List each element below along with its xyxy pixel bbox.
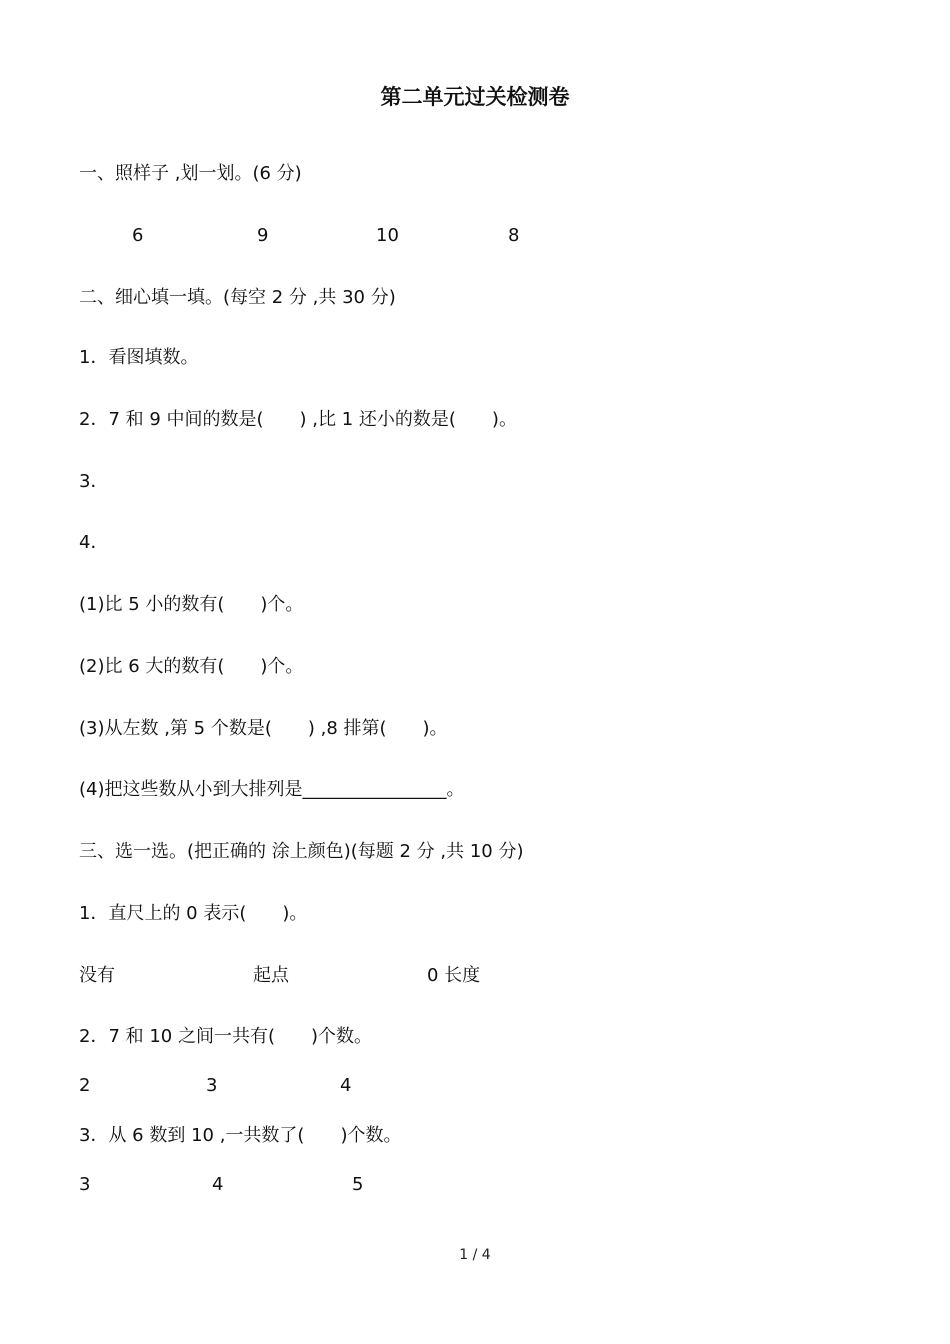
section1-number: 8	[508, 225, 520, 246]
option-3-1-c: 0 长度	[427, 965, 481, 986]
question-3-2: 2．7 和 10 之间一共有( )个数。	[79, 1026, 373, 1047]
question-2-4-1: (1)比 5 小的数有( )个。	[79, 594, 304, 615]
option-3-2-b: 3	[206, 1075, 218, 1096]
section1-number: 10	[376, 225, 399, 246]
option-3-2-a: 2	[79, 1075, 91, 1096]
option-3-3-b: 4	[212, 1174, 224, 1195]
section2-heading: 二、细心填一填。(每空 2 分 ,共 30 分)	[79, 287, 396, 308]
option-3-3-c: 5	[352, 1174, 364, 1195]
question-2-4-4: (4)把这些数从小到大排列是________________。	[79, 779, 465, 800]
section3-heading: 三、选一选。(把正确的 涂上颜色)(每题 2 分 ,共 10 分)	[79, 841, 524, 862]
question-2-4-3: (3)从左数 ,第 5 个数是( ) ,8 排第( )。	[79, 718, 448, 739]
section1-number: 9	[257, 225, 269, 246]
section1-number: 6	[132, 225, 144, 246]
question-3-1: 1．直尺上的 0 表示( )。	[79, 903, 308, 924]
question-2-4-2: (2)比 6 大的数有( )个。	[79, 656, 304, 677]
option-3-1-a: 没有	[79, 965, 115, 986]
section1-heading: 一、照样子 ,划一划。(6 分)	[79, 163, 302, 184]
question-2-3: 3．	[79, 471, 109, 492]
option-3-1-b: 起点	[253, 965, 289, 986]
option-3-2-c: 4	[340, 1075, 352, 1096]
question-2-1: 1．看图填数。	[79, 347, 199, 368]
question-2-2: 2．7 和 9 中间的数是( ) ,比 1 还小的数是( )。	[79, 409, 517, 430]
page-title: 第二单元过关检测卷	[380, 85, 570, 109]
question-2-4: 4．	[79, 532, 109, 553]
page-number: 1 / 4	[459, 1247, 491, 1263]
question-3-3: 3．从 6 数到 10 ,一共数了( )个数。	[79, 1125, 402, 1146]
option-3-3-a: 3	[79, 1174, 91, 1195]
